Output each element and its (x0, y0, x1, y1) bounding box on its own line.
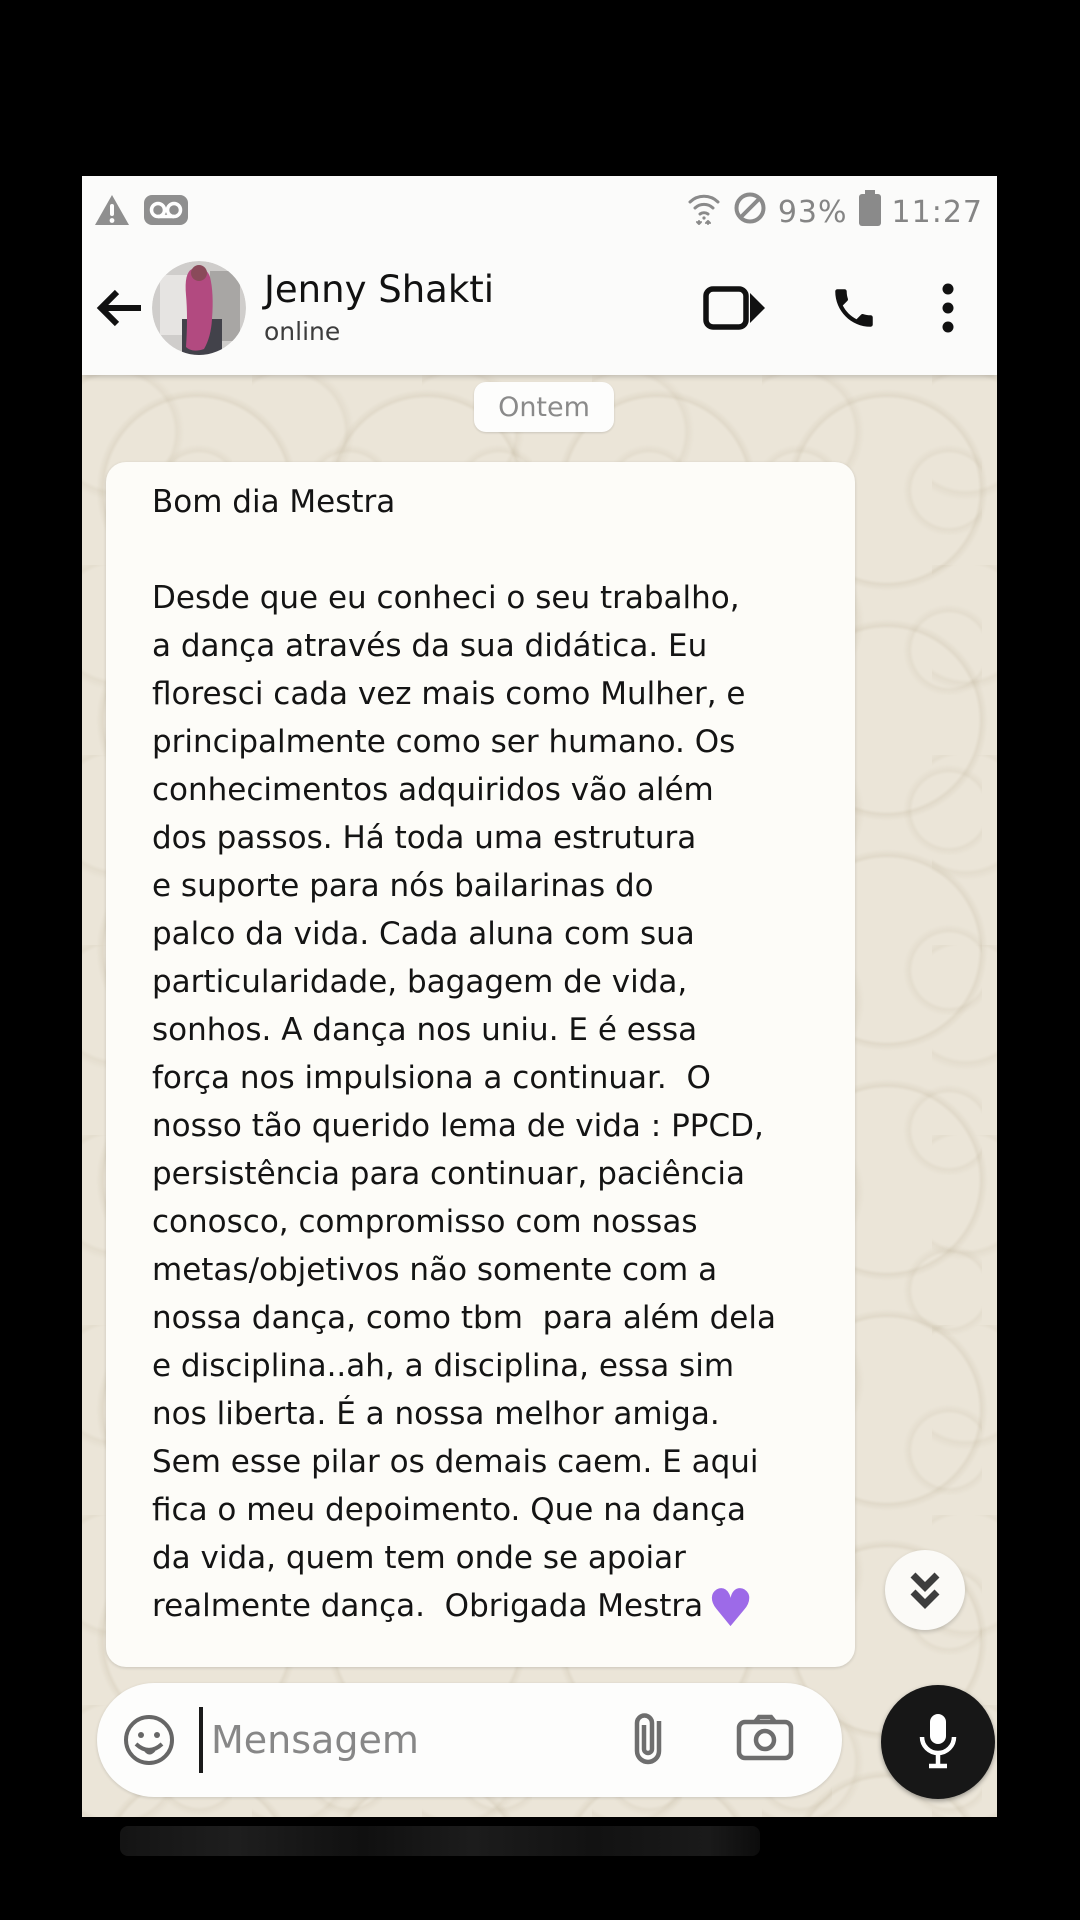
camera-icon (736, 1714, 794, 1762)
chat-area (82, 375, 997, 1817)
message-line: Desde que eu conheci o seu trabalho, (152, 580, 740, 616)
message-line: realmente dança. Obrigada Mestra♥ (152, 1579, 754, 1639)
message-line: persistência para continuar, paciência (152, 1156, 745, 1192)
attach-button[interactable] (630, 1709, 666, 1771)
status-bar-left (94, 194, 188, 230)
input-placeholder: Mensagem (211, 1718, 419, 1762)
message-line: dos passos. Há toda uma estrutura (152, 820, 697, 856)
message-line: metas/objetivos não somente com a (152, 1252, 718, 1288)
message-line: nosso tão querido lema de vida : PPCD, (152, 1108, 764, 1144)
battery-percent-label: 93% (777, 194, 848, 230)
contact-info[interactable] (264, 269, 494, 347)
message-line: conhecimentos adquiridos vão além (152, 772, 714, 808)
mic-button[interactable] (881, 1685, 995, 1799)
status-bar-right (686, 190, 983, 234)
message-line: a dança através da sua didática. Eu (152, 628, 708, 664)
chat-header (82, 240, 997, 375)
message-line: conosco, compromisso com nossas (152, 1204, 698, 1240)
chevron-double-down-icon (902, 1567, 948, 1613)
whatsapp-screen (82, 176, 997, 1817)
contact-name: Jenny Shakti (264, 267, 495, 311)
wifi-icon (686, 190, 722, 234)
message-line: e suporte para nós bailarinas do (152, 868, 654, 904)
voice-call-button[interactable] (829, 283, 879, 333)
purple-heart-emoji: ♥ (707, 1579, 754, 1639)
kebab-menu-icon (941, 282, 955, 334)
phone-icon (829, 283, 879, 333)
message-line: sonhos. A dança nos uniu. E é essa (152, 1012, 698, 1048)
date-chip-label: Ontem (498, 391, 590, 423)
camera-button[interactable] (736, 1714, 794, 1766)
date-chip (474, 382, 614, 432)
composer-icons (630, 1709, 842, 1771)
back-button[interactable] (90, 273, 150, 343)
message-lines (152, 478, 827, 1639)
presence-status: online (264, 317, 341, 347)
composer-bar (97, 1683, 842, 1797)
emoji-tongue-icon (121, 1712, 177, 1768)
video-call-button[interactable] (703, 285, 767, 331)
message-line: da vida, quem tem onde se apoiar (152, 1540, 686, 1576)
menu-button[interactable] (941, 282, 955, 334)
message-line: fica o meu depoimento. Que na dança (152, 1492, 747, 1528)
text-cursor (199, 1707, 203, 1773)
clock-label: 11:27 (891, 194, 983, 230)
microphone-icon (915, 1711, 961, 1773)
message-line: floresci cada vez mais como Mulher, e (152, 676, 746, 712)
message-line: particularidade, bagagem de vida, (152, 964, 688, 1000)
blocked-icon (732, 190, 768, 234)
message-line: Sem esse pilar os demais caem. E aqui (152, 1444, 759, 1480)
avatar[interactable] (152, 261, 246, 355)
message-line: Bom dia Mestra (152, 484, 396, 520)
scroll-to-bottom-button[interactable] (885, 1550, 965, 1630)
message-line: força nos impulsiona a continuar. O (152, 1060, 711, 1096)
battery-icon (858, 190, 882, 234)
message-line: palco da vida. Cada aluna com sua (152, 916, 695, 952)
emoji-button[interactable] (121, 1712, 177, 1768)
message-line: e disciplina..ah, a disciplina, essa sim (152, 1348, 735, 1384)
status-bar (82, 176, 997, 240)
redacted-nav-strip (120, 1826, 760, 1856)
paperclip-icon (630, 1709, 666, 1767)
message-line (152, 526, 827, 574)
voicemail-icon (144, 195, 188, 229)
message-line: nos liberta. É a nossa melhor amiga. (152, 1396, 720, 1432)
message-bubble[interactable] (106, 462, 855, 1667)
back-arrow-icon (95, 287, 145, 329)
warning-icon (94, 194, 130, 230)
message-line: principalmente como ser humano. Os (152, 724, 736, 760)
video-camera-icon (703, 285, 767, 331)
message-input[interactable] (199, 1707, 630, 1773)
top-bar-block (82, 176, 997, 375)
message-line: nossa dança, como tbm para além dela (152, 1300, 776, 1336)
header-actions (703, 282, 997, 334)
